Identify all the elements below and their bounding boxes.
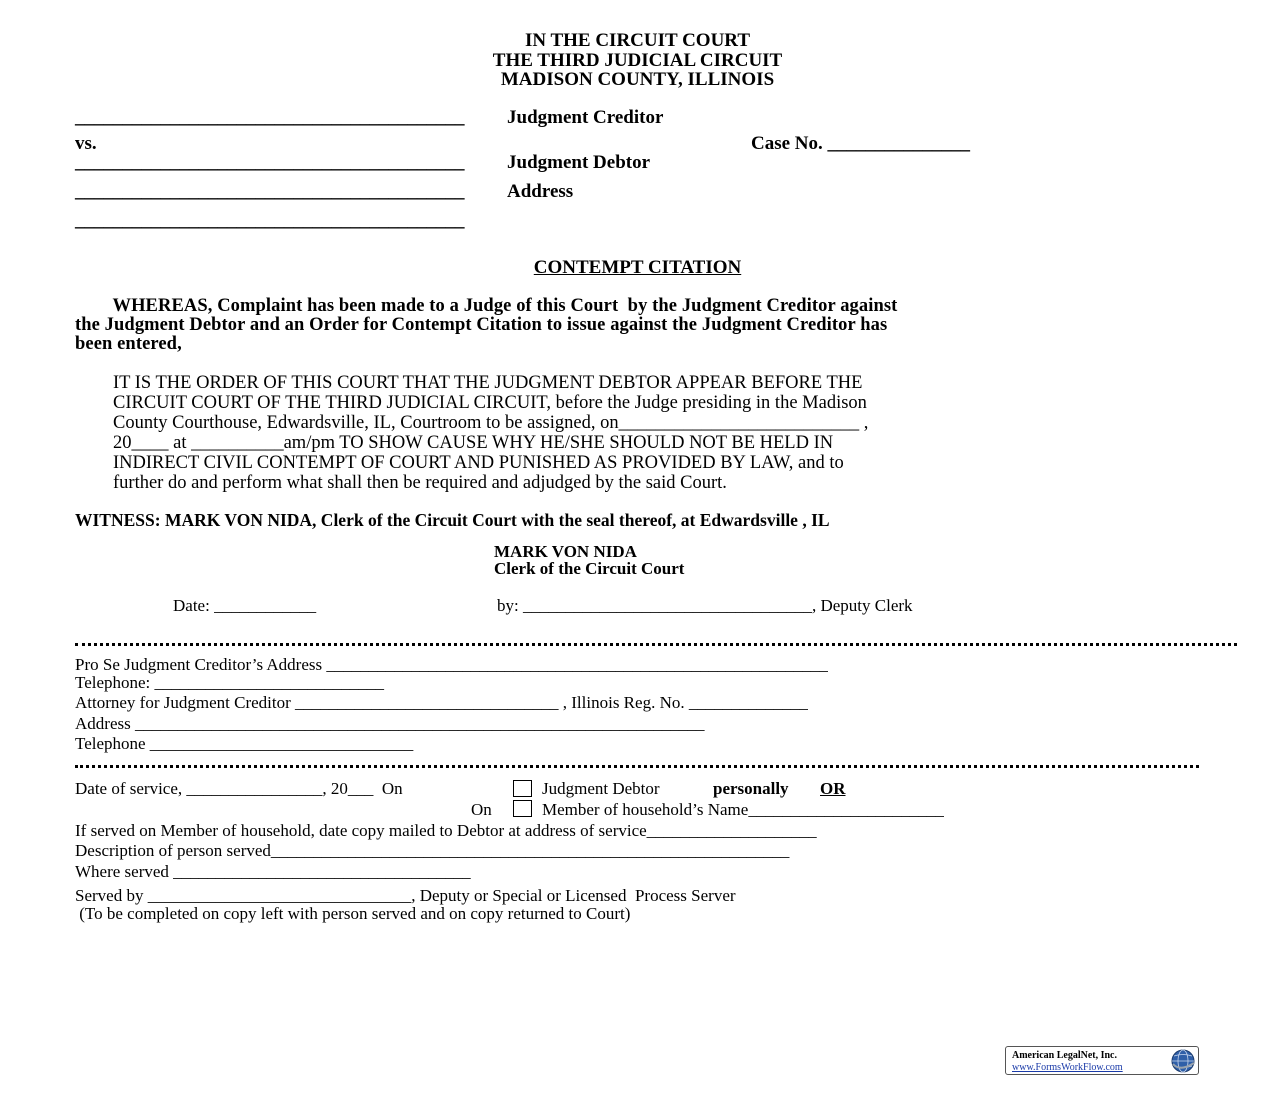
whereas-line-1: WHEREAS, Complaint has been made to a Judge of this Court by the Judgment Creditor against (75, 296, 898, 316)
mailed-date-field[interactable]: If served on Member of household, date copy mailed to Debtor at address of service____________________ (75, 821, 817, 840)
witness-line: WITNESS: MARK VON NIDA, Clerk of the Circuit Court with the seal thereof, at Edwardsville , IL (75, 510, 830, 530)
logo-company-name: American LegalNet, Inc. (1012, 1050, 1117, 1061)
pro-se-address-field[interactable]: Pro Se Judgment Creditor’s Address ___________________________________________________________ (75, 655, 828, 674)
case-number-field[interactable]: Case No. _______________ (751, 133, 971, 154)
order-line-1: IT IS THE ORDER OF THIS COURT THAT THE JUDGMENT DEBTOR APPEAR BEFORE THE (113, 373, 863, 393)
order-line-5: INDIRECT CIVIL CONTEMPT OF COURT AND PUNISHED AS PROVIDED BY LAW, and to (113, 453, 844, 473)
debtor-label: Judgment Debtor (507, 152, 651, 173)
versus-label: vs. (75, 133, 97, 154)
judgment-debtor-label: Judgment Debtor (542, 779, 660, 798)
court-header-line3: MADISON COUNTY, ILLINOIS (500, 69, 775, 90)
judgment-debtor-checkbox[interactable] (513, 780, 532, 797)
completion-note: (To be completed on copy left with person served and on copy returned to Court) (75, 904, 631, 923)
date-of-service-field[interactable]: Date of service, ________________, 20___ On (75, 779, 403, 798)
or-label: OR (820, 779, 846, 798)
attorney-telephone-field[interactable]: Telephone _______________________________ (75, 734, 414, 753)
globe-icon (1170, 1048, 1196, 1074)
american-legalnet-logo[interactable] (1005, 1046, 1199, 1075)
date-field[interactable]: Date: ____________ (173, 596, 317, 615)
attorney-address-field[interactable]: Address ___________________________________________________________________ (75, 714, 705, 733)
dotted-separator-2 (75, 765, 1199, 768)
court-header-line2: THE THIRD JUDICIAL CIRCUIT (492, 50, 783, 71)
clerk-title: Clerk of the Circuit Court (494, 559, 685, 578)
telephone-field[interactable]: Telephone: ___________________________ (75, 673, 385, 692)
served-by-field[interactable]: Served by _______________________________, Deputy or Special or Licensed Process Server (75, 886, 736, 905)
address-blank-2[interactable]: _________________________________________ (75, 210, 465, 231)
on-label: On (471, 800, 492, 819)
document-title: CONTEMPT CITATION (533, 257, 742, 278)
deputy-clerk-signature-field[interactable]: by: __________________________________, Deputy Clerk (497, 596, 913, 615)
address-blank[interactable]: _________________________________________ (75, 181, 465, 202)
creditor-label: Judgment Creditor (507, 107, 664, 128)
order-line-2: CIRCUIT COURT OF THE THIRD JUDICIAL CIRCUIT, before the Judge presiding in the Madison (113, 393, 867, 413)
clerk-name: MARK VON NIDA (494, 542, 637, 561)
person-description-field[interactable]: Description of person served_____________________________________________________________ (75, 841, 790, 860)
order-line-3: County Courthouse, Edwardsville, IL, Courtroom to be assigned, on__________________________ , (113, 413, 869, 433)
court-header-line1: IN THE CIRCUIT COURT (524, 30, 751, 51)
order-line-6: further do and perform what shall then be required and adjudged by the said Court. (113, 473, 727, 493)
whereas-line-3: been entered, (75, 334, 182, 354)
where-served-field[interactable]: Where served ___________________________________ (75, 862, 471, 881)
order-line-4: 20____ at __________am/pm TO SHOW CAUSE WHY HE/SHE SHOULD NOT BE HELD IN (113, 433, 834, 453)
debtor-blank[interactable]: _________________________________________ (75, 152, 465, 173)
member-household-name-field[interactable]: Member of household’s Name_______________________ (542, 800, 944, 819)
dotted-separator (75, 643, 1237, 646)
member-household-checkbox[interactable] (513, 800, 532, 817)
personally-label: personally (713, 779, 789, 798)
logo-url-link[interactable]: www.FormsWorkFlow.com (1012, 1062, 1123, 1073)
attorney-field[interactable]: Attorney for Judgment Creditor _______________________________ , Illinois Reg. No. ______________ (75, 693, 808, 712)
address-label: Address (507, 181, 574, 202)
creditor-blank[interactable]: _________________________________________ (75, 107, 465, 128)
whereas-line-2: the Judgment Debtor and an Order for Contempt Citation to issue against the Judgment Creditor has (75, 315, 888, 335)
